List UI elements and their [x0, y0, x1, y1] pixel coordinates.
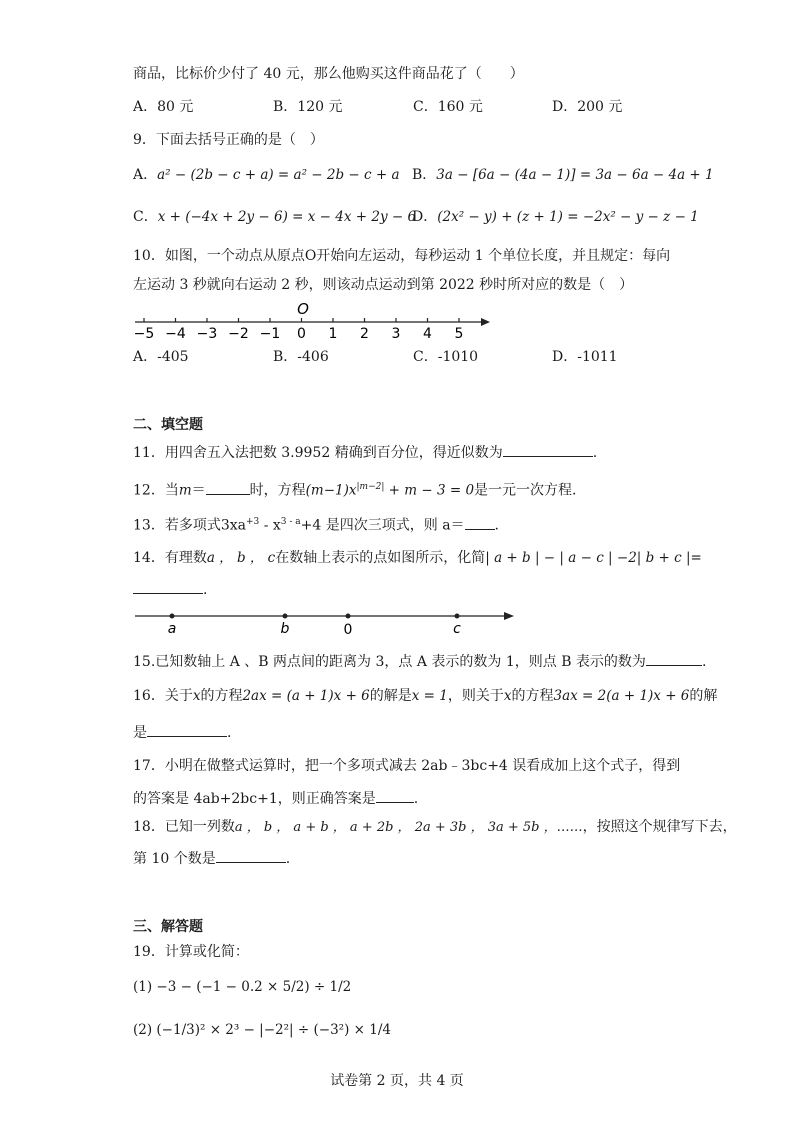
q10-option-b: B．-406 — [273, 349, 329, 365]
q14-label-0: 0 — [343, 622, 353, 638]
q10-tick-label: −2 — [228, 326, 249, 342]
q16-line2 — [133, 721, 231, 743]
q14-point-b — [283, 614, 288, 619]
q8-option-c: C．160 元 — [413, 99, 483, 115]
q13-dot: . — [494, 517, 499, 534]
q10-line1: 10．如图，一个动点从原点O开始向左运动，每秒运动 1 个单位长度，并且规定：每向 — [133, 248, 671, 264]
q15-dot: . — [701, 654, 707, 670]
q17-dot: . — [413, 791, 419, 807]
q14-point-c — [455, 614, 460, 619]
section2-title: 二、填空题 — [133, 417, 203, 433]
q18 — [133, 817, 737, 838]
q8-option-d: D．200 元 — [552, 99, 623, 115]
q16-x2: x — [503, 688, 512, 704]
q18-line2 — [133, 847, 290, 869]
q10-tick-label: −1 — [259, 326, 281, 342]
q18-seq: a ， b ， a + b ， a + 2b ， 2a + 3b ， 3a + 5b ，…… — [234, 820, 583, 835]
q14-vars: a ， b ， c — [206, 550, 276, 566]
q12-sup: |m−2| — [356, 482, 385, 492]
q16-text-e: 的方程 — [511, 688, 554, 704]
q17-line2 — [133, 787, 418, 809]
q14-dot: . — [203, 582, 208, 598]
q17-line1: 17．小明在做整式运算时，把一个多项式减去 2ab﹣3bc+4 误看成加上这个式子，得到 — [133, 758, 681, 774]
q16-text-d: ，则关于 — [447, 688, 504, 704]
q19-part2: (2) (−1/3)² × 2³ − |−2²| ÷ (−3²) × 1/4 — [133, 1022, 391, 1038]
q18-text-b: ，按照这个规律写下去， — [582, 819, 737, 835]
q9-option-c-label: C． — [133, 209, 158, 225]
q14-text-b: 在数轴上表示的点如图所示，化简 — [275, 550, 486, 566]
q17-blank — [376, 787, 414, 803]
q16-eq2: 3ax = 2(a + 1)x + 6 — [553, 688, 690, 704]
q12-text-b: 时，方程 — [249, 482, 306, 499]
q14-label-b: b — [280, 621, 290, 637]
q10-tick-label: −5 — [133, 326, 155, 342]
q16 — [133, 686, 717, 706]
q12-m: m — [178, 482, 192, 499]
q10-origin-label: O — [297, 300, 309, 318]
q10-option-c: C．-1010 — [413, 349, 479, 365]
q10-line2: 左运动 3 秒就向右运动 2 秒，则该动点运动到第 2022 秒时所对应的数是（ ） — [133, 277, 634, 293]
q11-text: 11．用四舍五入法把数 3.9952 精确到百分位，得近似数为 — [133, 445, 503, 461]
q16-blank — [147, 721, 227, 737]
q16-text-b: 的方程 — [200, 688, 243, 704]
q16-line2-text: 是 — [133, 725, 147, 741]
q15 — [133, 650, 706, 672]
q9-option-d-label: D． — [412, 209, 438, 225]
q16-sol: x = 1 — [411, 688, 448, 704]
q9-option-a-label: A． — [133, 167, 158, 183]
q12: 12．当m＝ 时，方程$(m-1)x^{|m-2|} + m - 3 = 0$是一元一次方程. — [133, 477, 577, 501]
q9-stem: 9．下面去括号正确的是（ ） — [133, 132, 324, 148]
q13-expr: 3xa — [220, 517, 246, 534]
q9-option-b-label: B． — [412, 167, 437, 183]
q18-dot: . — [285, 851, 291, 867]
q8-option-b: B．120 元 — [273, 99, 343, 115]
q14-point-0 — [346, 614, 351, 619]
q14-text-a: 14．有理数 — [133, 550, 207, 566]
q12-expr: (m−1)x — [305, 482, 357, 499]
q10-tick-label: 3 — [391, 326, 401, 342]
q19-part1: (1) −3 − (−1 − 0.2 × 5/2) ÷ 1/2 — [133, 979, 352, 995]
q18-text-a: 18．已知一列数 — [133, 819, 235, 835]
q16-x1: x — [192, 688, 201, 704]
q8-continuation: 商品，比标价少付了 40 元，那么他购买这件商品花了（ ） — [133, 66, 524, 82]
section3-title: 三、解答题 — [133, 919, 203, 935]
q11-end: . — [592, 445, 598, 461]
q14-label-c: c — [453, 621, 461, 637]
q13-sup1: +3 — [245, 517, 260, 527]
q10-option-d: D．-1011 — [552, 349, 618, 365]
q9-option-b-expr: 3a − [6a − (4a − 1)] = 3a − 6a − 4a + 1 — [436, 167, 714, 183]
q14-expr: | a + b | − | a − c | −2| b + c |= — [485, 550, 702, 566]
q15-blank — [646, 650, 702, 666]
q16-eq1: 2ax = (a + 1)x + 6 — [242, 688, 370, 704]
q14-axis-arrow — [504, 612, 514, 620]
q13-text-a: 13．若多项式 — [133, 517, 221, 534]
q14-point-a — [170, 614, 175, 619]
q18-line2-text: 第 10 个数是 — [133, 851, 216, 867]
q16-text-f: 的解 — [689, 688, 718, 704]
q10-tick-label: 2 — [360, 326, 369, 342]
q14-label-a: a — [167, 621, 177, 637]
q10-tick-label: 0 — [297, 326, 306, 342]
q10-tick-label: −4 — [165, 326, 186, 342]
q12-text-a: 12．当 — [133, 482, 179, 499]
q12-text-c: 是一元一次方程. — [474, 482, 577, 499]
q16-text-c: 的解是 — [369, 688, 412, 704]
q17-line2-text: 的答案是 4ab+2bc+1，则正确答案是 — [133, 791, 376, 807]
q16-text-a: 16．关于 — [133, 688, 193, 704]
q18-blank — [216, 847, 286, 863]
q13-sup2: 3 - a — [280, 517, 301, 527]
q9-option-c-expr: x + (−4x + 2y − 6) = x − 4x + 2y − 6 — [157, 209, 417, 225]
q10-tick-label: 4 — [423, 326, 432, 342]
q10-tick-label: 1 — [328, 326, 338, 342]
q10-tick-label: 5 — [454, 326, 464, 342]
q9-option-a-expr: a² − (2b − c + a) = a² − 2b − c + a — [157, 167, 400, 183]
q13-mid: - x — [259, 517, 281, 534]
q16-dot: . — [227, 725, 232, 741]
q9-option-d-expr: (2x² − y) + (z + 1) = −2x² − y − z − 1 — [437, 209, 699, 225]
q8-option-a: A．80 元 — [133, 99, 194, 115]
q10-option-a: A．-405 — [133, 349, 189, 365]
q13-end: +4 是四次三项式，则 a＝ — [300, 517, 465, 534]
q12-expr2: + m − 3 = 0 — [384, 482, 475, 499]
q15-text: 15.已知数轴上 A 、B 两点间的距离为 3，点 A 表示的数为 1，则点 B 表示的数为 — [133, 654, 646, 670]
q10-tick-label: −3 — [196, 326, 218, 342]
q19-stem: 19．计算或化简： — [133, 944, 249, 960]
page-footer: 试卷第 2 页，共 4 页 — [330, 1073, 464, 1089]
